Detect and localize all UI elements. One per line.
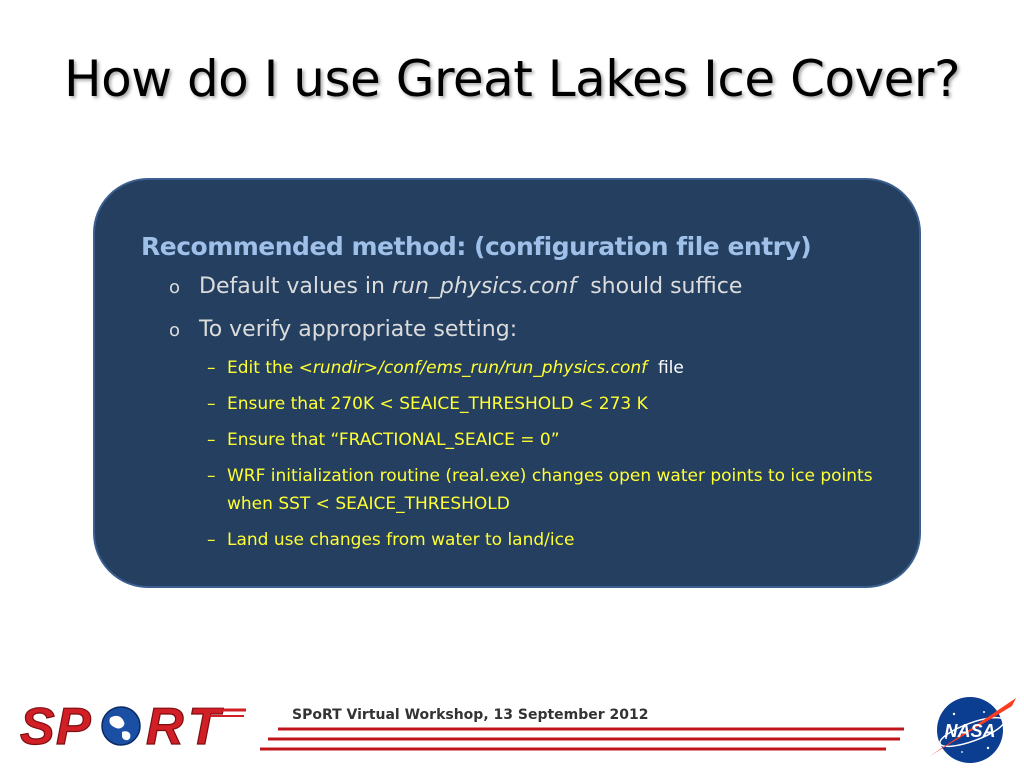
- bullet-default-values: [169, 274, 742, 299]
- bullet-marker: o: [169, 277, 181, 298]
- subbullet-marker: –: [207, 394, 216, 414]
- subbullet-land-use: [207, 526, 887, 554]
- svg-text:R: R: [146, 698, 184, 756]
- bullet-text-post: should suffice: [576, 274, 743, 299]
- subbullet-text-post: file: [647, 358, 684, 378]
- subbullet-marker: –: [207, 430, 216, 450]
- svg-text:NASA: NASA: [944, 721, 996, 741]
- subbullet-text: Land use changes from water to land/ice: [227, 530, 575, 550]
- svg-text:T: T: [188, 698, 220, 756]
- bullet-text: Default values in: [199, 274, 392, 299]
- subbullet-marker: –: [207, 530, 216, 550]
- subbullet-wrf: [207, 462, 887, 518]
- subbullet-text: Ensure that “FRACTIONAL_SEAICE = 0”: [227, 430, 560, 450]
- nasa-logo: [924, 690, 1020, 770]
- subbullet-text: Ensure that 270K < SEAICE_THRESHOLD < 273 K: [227, 394, 648, 414]
- footer-rule: [260, 726, 906, 758]
- sport-logo: [18, 696, 250, 760]
- bullet-verify: [169, 317, 517, 342]
- content-box: [93, 178, 921, 588]
- subbullet-path: <rundir>/conf/ems_run/run_physics.conf: [298, 358, 648, 378]
- subbullet-text: WRF initialization routine (real.exe) changes open water points to ice points when SST < SEAICE_THRESHOLD: [227, 466, 873, 514]
- subbullet-text: Edit the: [227, 358, 299, 378]
- subbullet-edit-file: [207, 354, 887, 382]
- subbullet-marker: –: [207, 358, 216, 378]
- subbullet-threshold: [207, 390, 887, 418]
- slide-title: How do I use Great Lakes Ice Cover?: [63, 50, 961, 108]
- svg-text:P: P: [56, 698, 91, 756]
- subbullet-fractional: [207, 426, 887, 454]
- bullet-filename: run_physics.conf: [391, 274, 577, 299]
- subbullet-marker: –: [207, 466, 216, 486]
- footer-text: SPoRT Virtual Workshop, 13 September 2012: [292, 707, 649, 723]
- bullet-text: To verify appropriate setting:: [199, 317, 518, 342]
- svg-text:S: S: [20, 698, 53, 756]
- bullet-marker: o: [169, 320, 181, 341]
- box-heading: Recommended method: (configuration file entry): [141, 232, 812, 261]
